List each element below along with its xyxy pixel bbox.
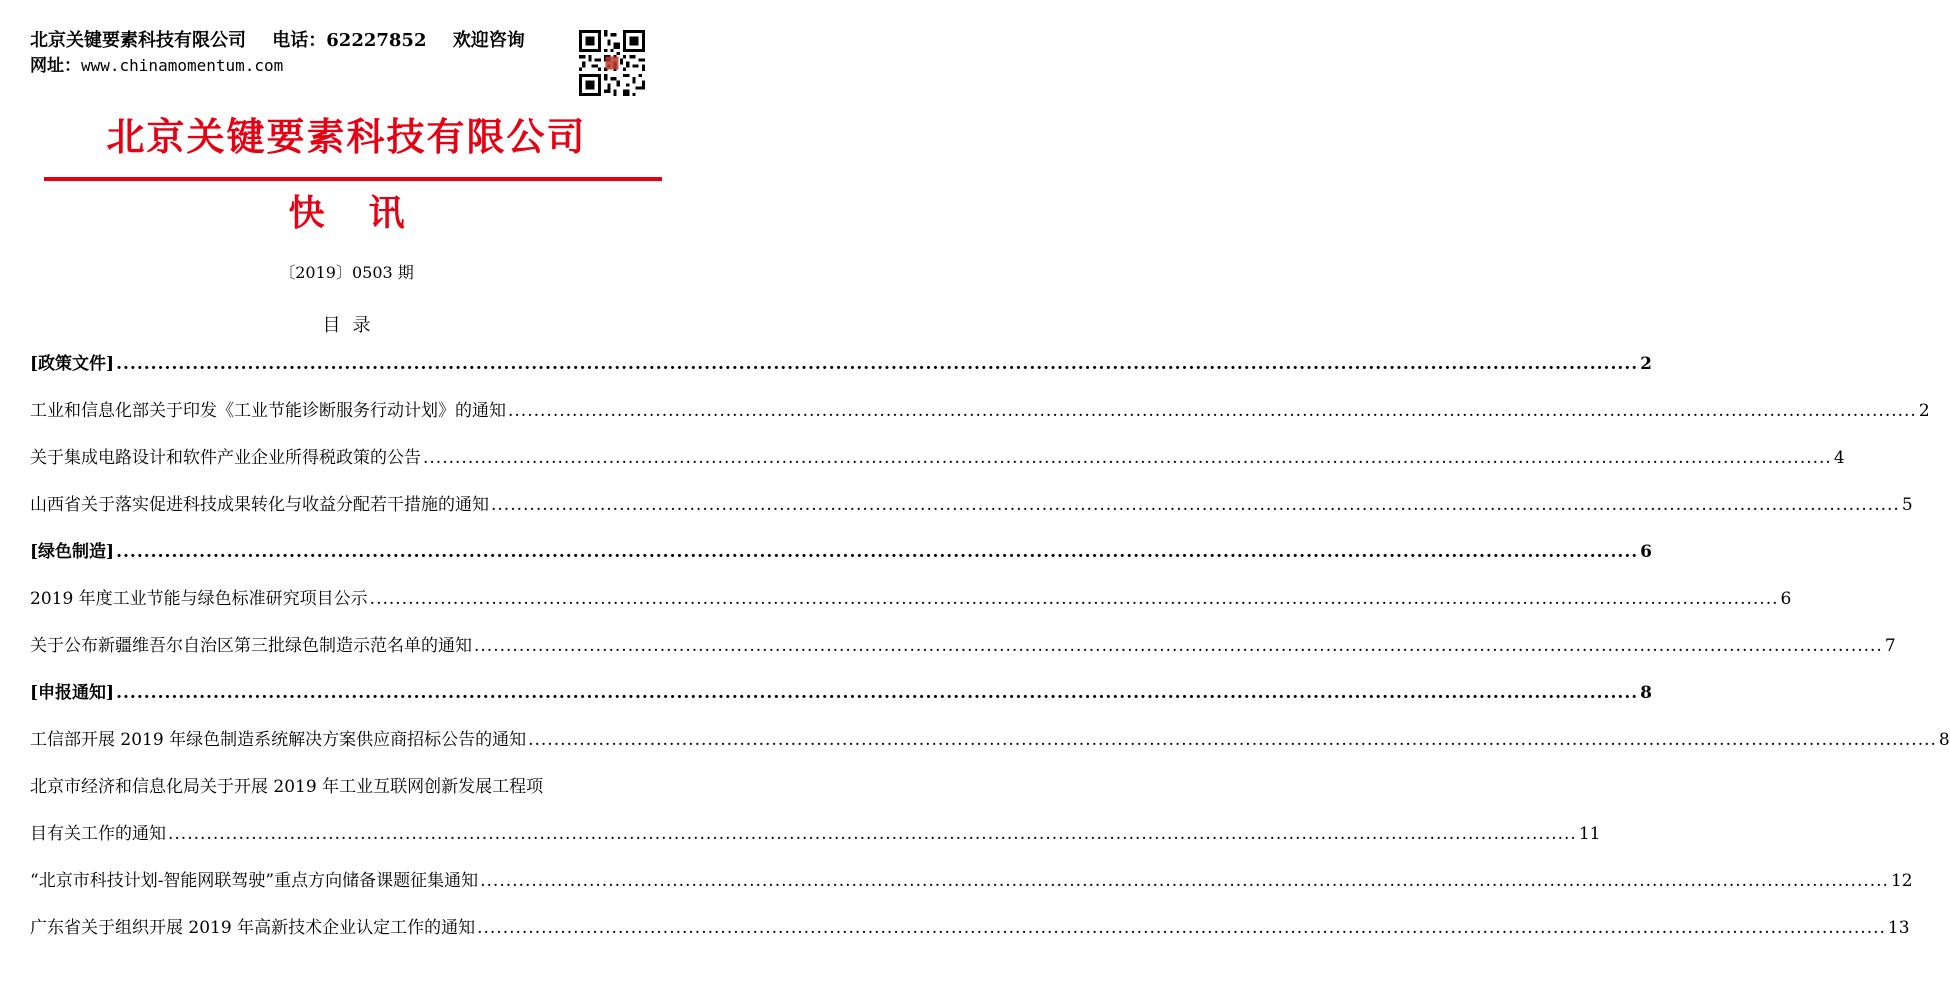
toc-leader-dots: ............................................................................................................................................................................................................................ — [477, 918, 1886, 938]
toc-page-number: 11 — [1578, 824, 1601, 844]
issue-number: 〔2019〕0503 期 — [279, 263, 414, 282]
toc-page-number: 2 — [1918, 401, 1930, 421]
toc-entry[interactable] — [30, 438, 1845, 485]
toc-entry-title: 关于公布新疆维吾尔自治区第三批绿色制造示范名单的通知 — [30, 636, 472, 656]
toc-leader-dots: ............................................................................................................................................................................................................................ — [423, 448, 1832, 468]
toc-section-title: [政策文件] — [30, 354, 115, 374]
toc-leader-dots: ............................................................................................................................................................................................................................ — [168, 824, 1577, 844]
toc-heading: 目录 — [322, 315, 383, 336]
toc-leader-dots: ............................................................................................................................................................................................................................ — [116, 354, 1639, 374]
toc-section-title: [申报通知] — [30, 683, 115, 703]
toc-entry[interactable] — [30, 485, 1913, 532]
header-website-label: 网址： — [30, 56, 81, 76]
toc-page-number: 2 — [1640, 354, 1652, 374]
toc-page-number: 7 — [1884, 636, 1896, 656]
bulletin-title: 快讯 — [288, 193, 449, 234]
company-title: 北京关键要素科技有限公司 — [106, 115, 587, 159]
qr-code-icon — [579, 30, 645, 96]
header-website-url[interactable]: www.chinamomentum.com — [81, 56, 284, 75]
toc-leader-dots: ............................................................................................................................................................................................................................ — [369, 589, 1779, 609]
toc-leader-dots: ............................................................................................................................................................................................................................ — [491, 495, 1900, 515]
toc-entry-title: 广东省关于组织开展 2019 年高新技术企业认定工作的通知 — [30, 918, 476, 938]
document-header — [30, 28, 575, 78]
toc-entry-title-line1: 北京市经济和信息化局关于开展 2019 年工业互联网创新发展工程项 — [30, 777, 544, 797]
toc-page-number: 6 — [1780, 589, 1792, 609]
toc-leader-dots: ............................................................................................................................................................................................................................ — [474, 636, 1883, 656]
toc-entry[interactable] — [30, 861, 1913, 908]
toc-page-number: 5 — [1901, 495, 1913, 515]
table-of-contents — [30, 344, 1950, 955]
toc-page-number: 13 — [1887, 918, 1910, 938]
toc-entry-title: 工信部开展 2019 年绿色制造系统解决方案供应商招标公告的通知 — [30, 730, 527, 750]
toc-entry-title: “北京市科技计划-智能网联驾驶”重点方向储备课题征集通知 — [30, 871, 479, 891]
toc-entry-title: 工业和信息化部关于印发《工业节能诊断服务行动计划》的通知 — [30, 401, 506, 421]
toc-leader-dots: ............................................................................................................................................................................................................................ — [508, 401, 1917, 421]
header-company-name: 北京关键要素科技有限公司 — [30, 30, 246, 51]
header-welcome: 欢迎咨询 — [452, 30, 525, 51]
toc-entry[interactable] — [30, 626, 1896, 673]
toc-page-number: 4 — [1833, 448, 1845, 468]
toc-section[interactable] — [30, 673, 1652, 720]
toc-entry-title: 关于集成电路设计和软件产业企业所得税政策的公告 — [30, 448, 421, 468]
toc-section-title: [绿色制造] — [30, 542, 115, 562]
toc-entry-title: 2019 年度工业节能与绿色标准研究项目公示 — [30, 589, 368, 609]
toc-section[interactable] — [30, 344, 1652, 391]
toc-section[interactable] — [30, 532, 1652, 579]
toc-entry[interactable] — [30, 720, 1950, 767]
toc-entry-line[interactable] — [30, 767, 662, 814]
toc-entry-title: 目有关工作的通知 — [30, 824, 166, 844]
toc-entry[interactable] — [30, 391, 1930, 438]
toc-entry[interactable] — [30, 579, 1792, 626]
toc-entry[interactable] — [30, 908, 1910, 955]
title-divider — [44, 177, 662, 181]
toc-leader-dots: ............................................................................................................................................................................................................................ — [528, 730, 1937, 750]
header-phone: 电话：62227852 — [272, 30, 427, 51]
toc-page-number: 6 — [1640, 542, 1652, 562]
toc-entry-title: 山西省关于落实促进科技成果转化与收益分配若干措施的通知 — [30, 495, 489, 515]
toc-entry[interactable] — [30, 814, 1601, 861]
toc-page-number: 12 — [1890, 871, 1913, 891]
toc-page-number: 8 — [1938, 730, 1950, 750]
toc-page-number: 8 — [1640, 683, 1652, 703]
toc-leader-dots: ............................................................................................................................................................................................................................ — [116, 542, 1639, 562]
toc-leader-dots: ............................................................................................................................................................................................................................ — [480, 871, 1889, 891]
header-website-line — [30, 54, 575, 78]
toc-leader-dots: ............................................................................................................................................................................................................................ — [116, 683, 1639, 703]
header-contact-line — [30, 28, 575, 54]
